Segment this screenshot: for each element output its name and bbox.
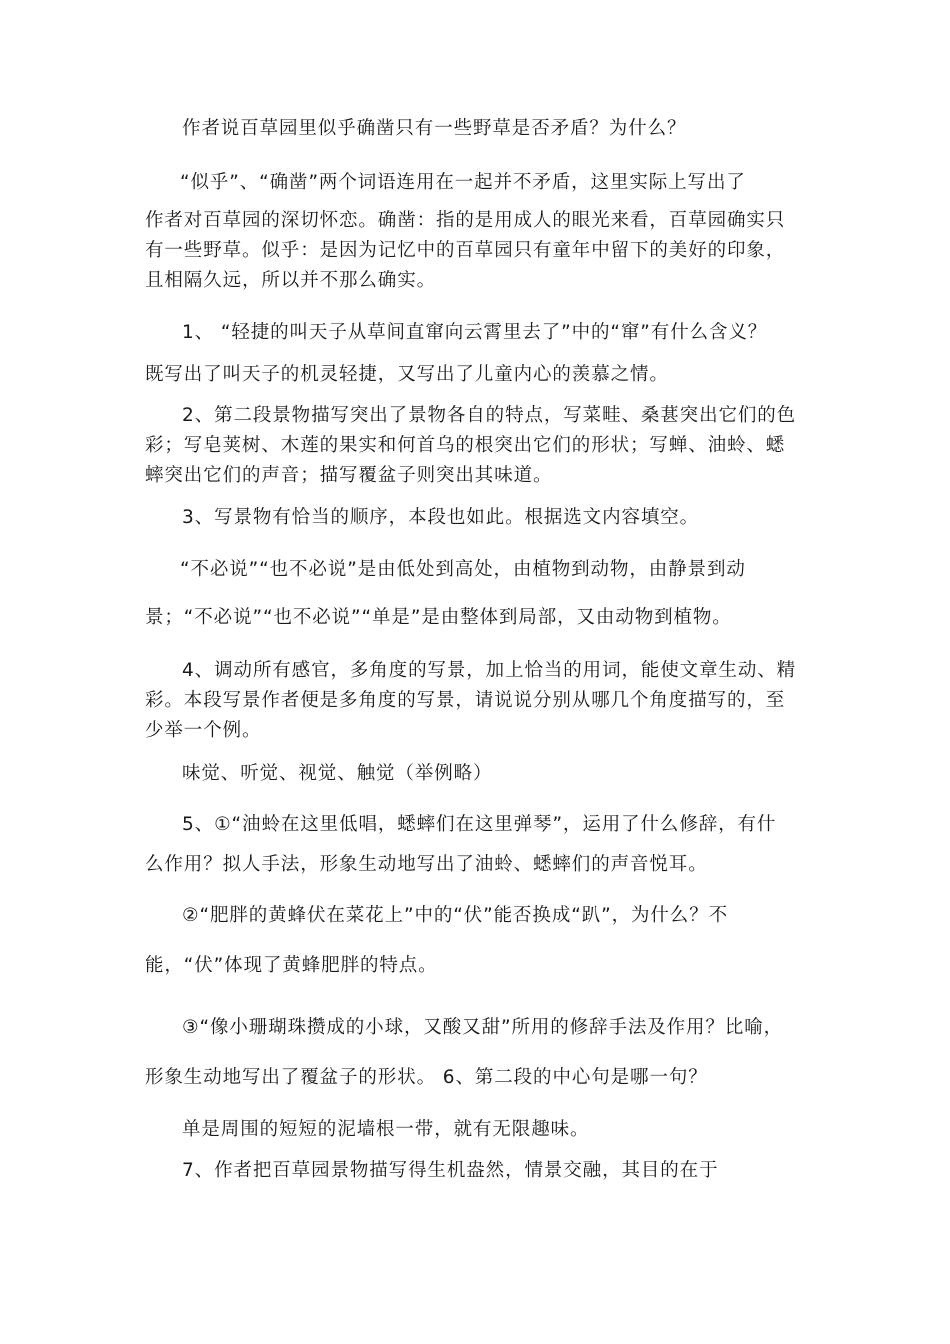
question-5-2-line: 能，“伏”体现了黄蜂肥胖的特点。	[145, 955, 438, 976]
question-5-3-line: 形象生动地写出了覆盆子的形状。 6、第二段的中心句是哪一句？	[145, 1067, 708, 1088]
question-5-2: ②“肥胖的黄蜂伏在菜花上”中的“伏”能否换成“趴”，为什么？不	[182, 905, 728, 926]
question-4-line: 彩。本段写景作者便是多角度的写景，请说说分别从哪几个角度描写的，至	[145, 690, 786, 711]
answer-3: “不必说”“也不必说”是由低处到高处，由植物到动物，由静景到动	[180, 559, 746, 580]
question-4: 4、调动所有感官，多角度的写景，加上恰当的用词，能使文章生动、精	[182, 660, 797, 681]
question-5-1-line: 么作用？拟人手法，形象生动地写出了油蛉、蟋蟀们的声音悦耳。	[145, 854, 708, 875]
question-7: 7、作者把百草园景物描写得生机盎然，情景交融，其目的在于	[182, 1160, 719, 1181]
answer-line: 作者对百草园的深切怀恋。确凿：指的是用成人的眼光来看，百草园确实只	[145, 210, 786, 231]
question-4-line: 少举一个例。	[145, 720, 262, 741]
question-3: 3、写景物有恰当的顺序，本段也如此。根据选文内容填空。	[182, 507, 700, 528]
question-2-line: 蟀突出它们的声音；描写覆盆子则突出其味道。	[145, 465, 553, 486]
question-5-1: 5、①“油蛉在这里低唱，蟋蟀们在这里弹琴”，运用了什么修辞，有什	[182, 814, 777, 835]
answer-3-line: 景；“不必说”“也不必说”“单是”是由整体到局部，又由动物到植物。	[145, 607, 732, 628]
answer-line: 有一些野草。似乎：是因为记忆中的百草园只有童年中留下的美好的印象，	[145, 240, 786, 261]
question-2-line: 彩；写皂荚树、木莲的果实和何首乌的根突出它们的形状；写蝉、油蛉、蟋	[145, 435, 786, 456]
answer-line: “似乎”、“确凿”两个词语连用在一起并不矛盾，这里实际上写出了	[180, 172, 746, 193]
question-1: 1、 “轻捷的叫天子从草间直窜向云霄里去了”中的“窜”有什么含义？	[182, 322, 768, 343]
question-5-3: ③“像小珊瑚珠攒成的小球，又酸又甜”所用的修辞手法及作用？比喻，	[182, 1017, 784, 1038]
answer-line: 且相隔久远，所以并不那么确实。	[145, 270, 437, 291]
question-2: 2、第二段景物描写突出了景物各自的特点，写菜畦、桑葚突出它们的色	[182, 405, 797, 426]
answer-4: 味觉、听觉、视觉、触觉（举例略）	[182, 763, 493, 784]
answer-1: 既写出了叫天子的机灵轻捷，又写出了儿童内心的羡慕之情。	[145, 364, 669, 385]
answer-6: 单是周围的短短的泥墙根一带，就有无限趣味。	[182, 1119, 590, 1140]
question-intro: 作者说百草园里似乎确凿只有一些野草是否矛盾？为什么？	[182, 118, 687, 139]
